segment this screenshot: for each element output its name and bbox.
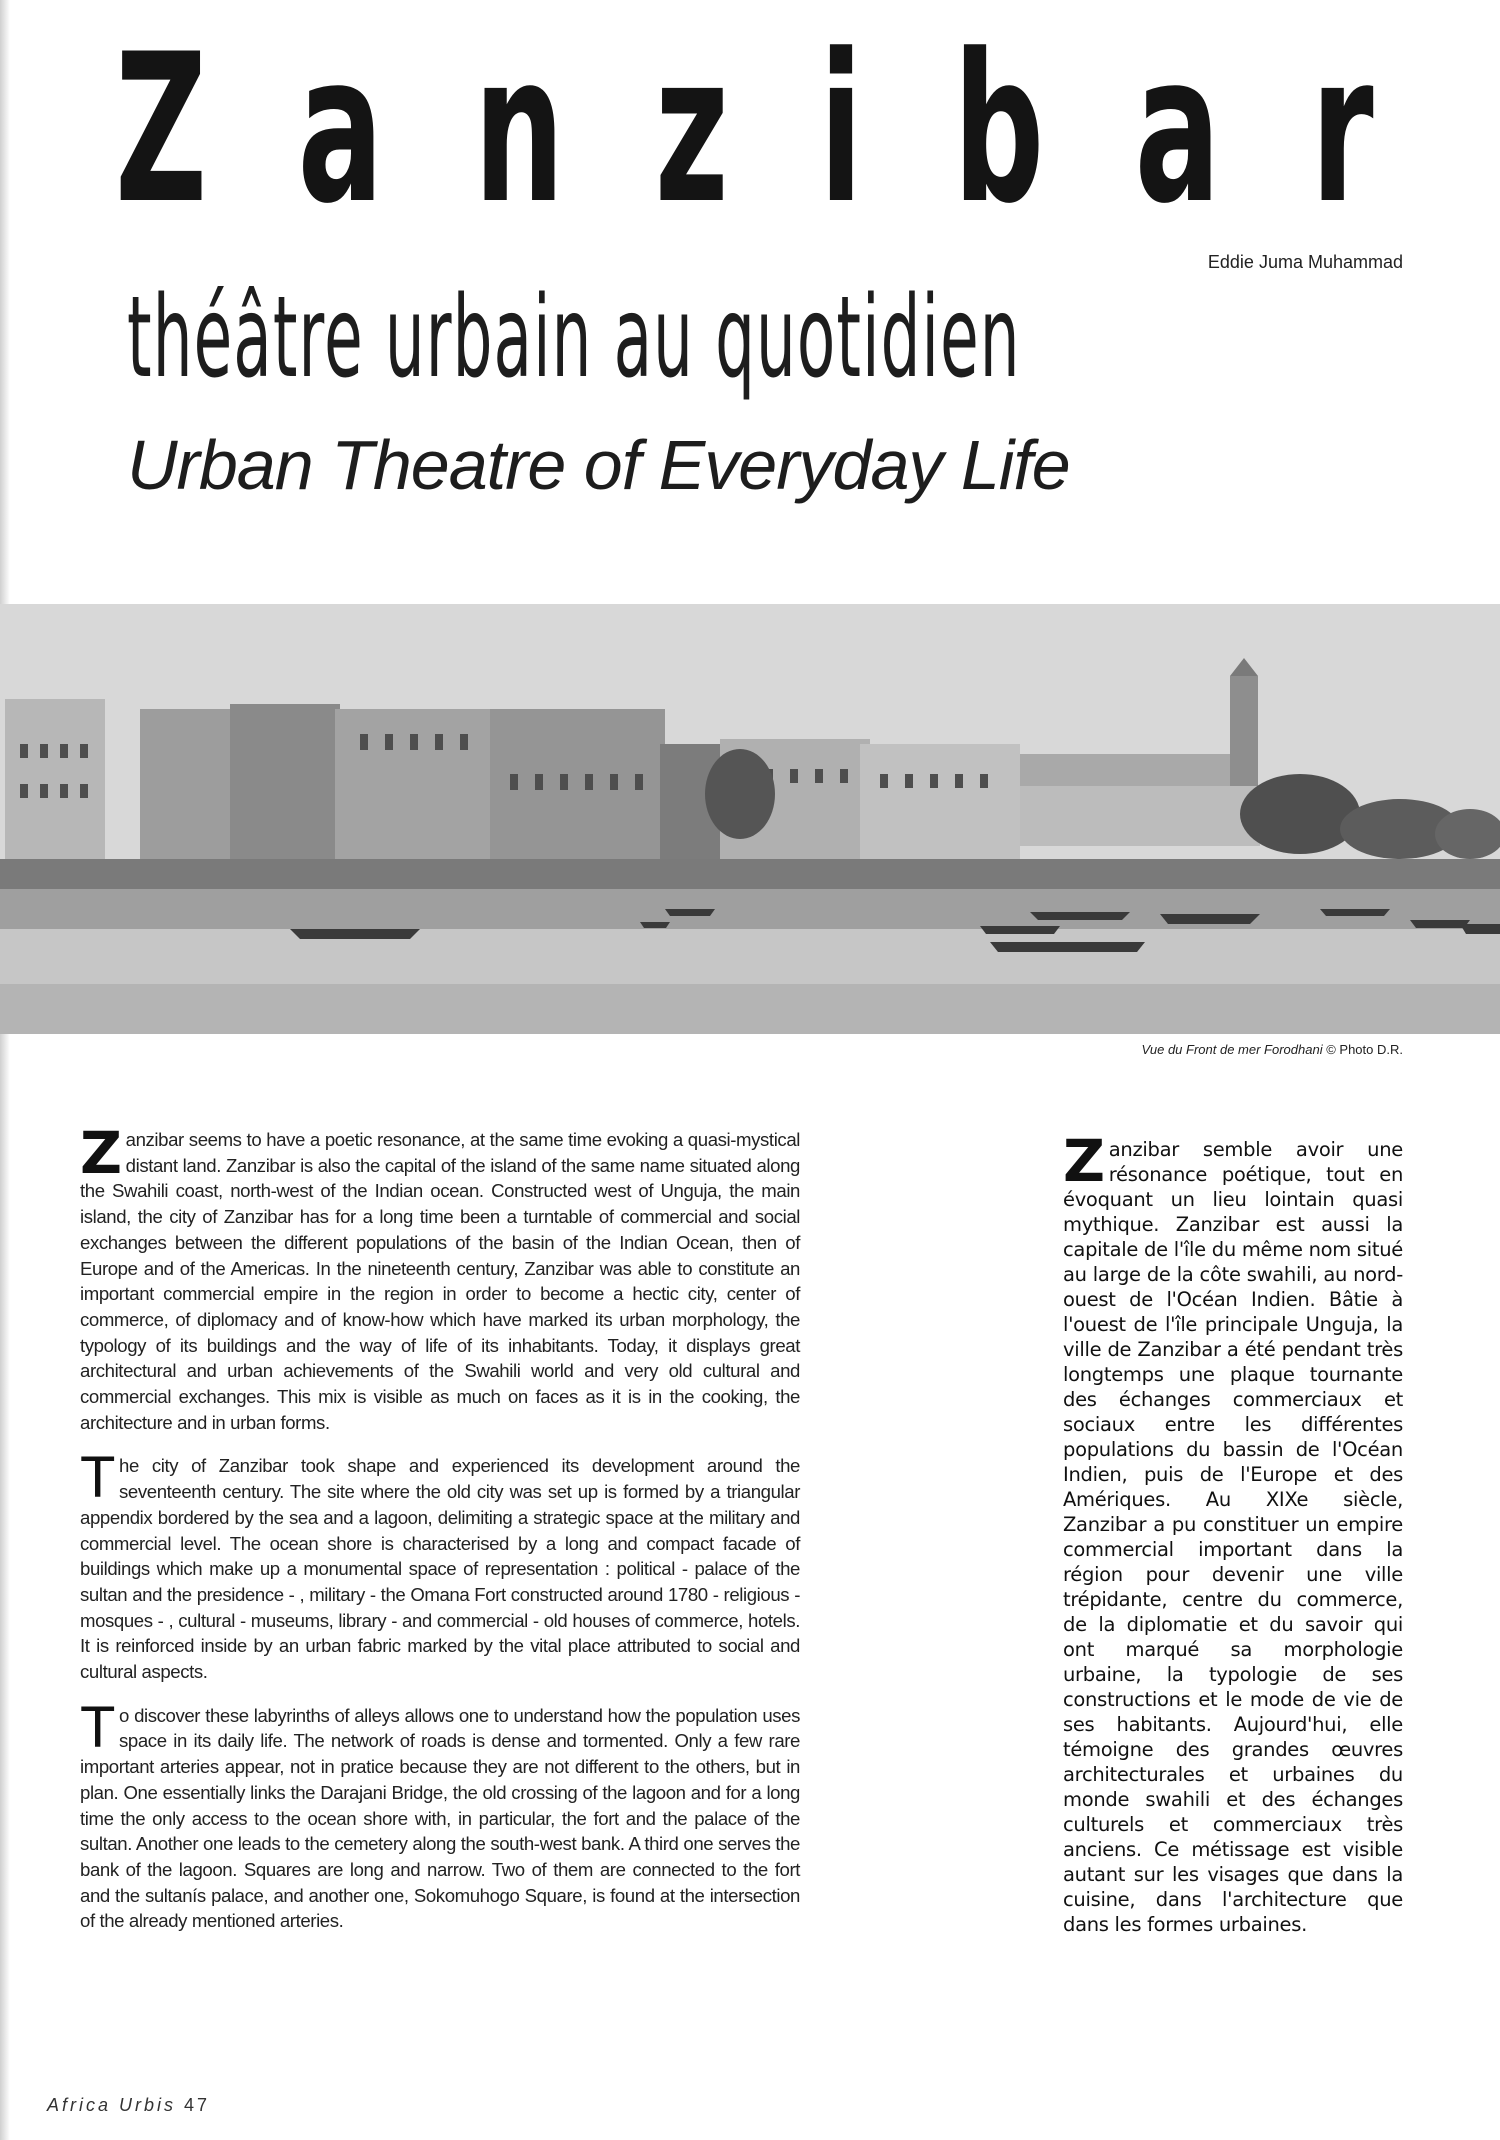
subtitle-french: théâtre urbain au quotidien xyxy=(127,273,1021,403)
drop-cap: T xyxy=(80,1694,116,1760)
caption-location: Vue du Front de mer Forodhani xyxy=(1141,1042,1323,1057)
title-letter: b xyxy=(953,10,1045,249)
article-title xyxy=(115,10,1374,249)
photo-caption xyxy=(1141,1042,1403,1057)
drop-cap: Z xyxy=(80,1119,122,1187)
waterfront-photo xyxy=(0,604,1500,1034)
magazine-name: Africa Urbis xyxy=(47,2095,177,2115)
title-letter: Z xyxy=(115,10,208,249)
author-byline: Eddie Juma Muhammad xyxy=(1207,252,1403,272)
caption-credit: © Photo D.R. xyxy=(1326,1042,1403,1057)
french-article-column xyxy=(1063,1127,1403,1937)
english-paragraph xyxy=(80,1445,800,1684)
page-number: 47 xyxy=(184,2095,211,2115)
paragraph-text: he city of Zanzibar took shape and experienced its development around the seventeenth century. The site where the old city was set up is formed by a triangular appendix bordered by the sea and a lagoon, delimiting a strategic space at the military and commercial level. The ocean shore is characterised by a long and compact facade of buildings which make up a monumental space of representation : political - palace of the sultan and the presidence - , military - the Omana Fort constructed around 1780 - religious - mosques - , cultural - museums, library - and commercial - old houses of commerce, hotels. It is reinforced inside by an urban fabric marked by the vital place attributed to social and cultural aspects. xyxy=(80,1455,800,1683)
english-article-column xyxy=(80,1119,800,1952)
title-letter: a xyxy=(1134,10,1221,249)
english-paragraph xyxy=(80,1694,800,1934)
title-letter: z xyxy=(654,10,729,249)
subtitle-english: Urban Theatre of Everyday Life xyxy=(127,426,1070,504)
paragraph-text: anzibar semble avoir une résonance poétique, tout en évoquant un lieu lointain quasi mythique. Zanzibar est aussi la capitale de l'île du même nom situé au large de la côte swahili, au nord-ouest de l'Océan Indien. Bâtie à l'ouest de l'île principale Unguja, la ville de Zanzibar a été pendant très longtemps une plaque tournante des échanges commerciaux et sociaux entre les différentes populations du bassin de l'Océan Indien, puis de l'Europe et des Amériques. Au XIXe siècle, Zanzibar a pu constituer un empire commercial important dans la région pour devenir une ville trépidante, centre du commerce, de la diplomatie et du savoir qui ont marqué sa morphologie urbaine, la typologie de ses constructions et le mode de vie de ses habitants. Aujourd'hui, elle témoigne des grandes œuvres architecturales et urbaines du monde swahili et des échanges culturels et commerciaux très anciens. Ce métissage est visible autant sur les visages que dans la cuisine, dans l'architecture que dans les formes urbaines. xyxy=(1063,1138,1403,1936)
english-paragraph xyxy=(80,1119,800,1435)
page-footer xyxy=(47,2095,210,2116)
paragraph-text: o discover these labyrinths of alleys allows one to understand how the population uses space in its daily life. The network of roads is dense and tormented. Only a few rare important arteries appear, not in pratice because they are not different to the others, but in plan. One essentially links the Darajani Bridge, the old crossing of the lagoon and for a long time the only access to the ocean shore with, in particular, the fort and the palace of the sultan. Another one leads to the cemetery along the south-west bank. A third one serves the bank of the lagoon. Squares are long and narrow. Two of them are connected to the fort and the sultanís palace, and another one, Sokomuhogo Square, is found at the intersection of the already mentioned arteries. xyxy=(80,1704,800,1932)
drop-cap: Z xyxy=(1063,1127,1105,1195)
paragraph-text: anzibar seems to have a poetic resonance, at the same time evoking a quasi-mystical distant land. Zanzibar is also the capital of the island of the same name situated along the Swahili coast, north-west of the Indian ocean. Constructed west of Unguja, the main island, the city of Zanzibar has for a long time been a turntable of commercial and social exchanges between the different populations of the basin of the Indian Ocean, then of Europe and of the Americas. In the nineteenth century, Zanzibar was able to constitute an important commercial empire in the region in order to become a hectic city, center of commerce, of diplomacy and of know-how which have marked its urban morphology, the typology of its buildings and the way of life of its inhabitants. Today, it displays great architectural and urban achievements of the Swahili world and very old cultural and commercial exchanges. This mix is visible as much on faces as it is in the cooking, the architecture and in urban forms. xyxy=(80,1129,800,1433)
french-paragraph xyxy=(1063,1127,1403,1937)
page-gutter-shadow xyxy=(0,0,10,2140)
drop-cap: T xyxy=(80,1445,116,1511)
title-letter: r xyxy=(1310,10,1374,249)
title-letter: a xyxy=(297,10,384,249)
title-letter: n xyxy=(473,10,565,249)
title-letter: i xyxy=(819,10,863,249)
